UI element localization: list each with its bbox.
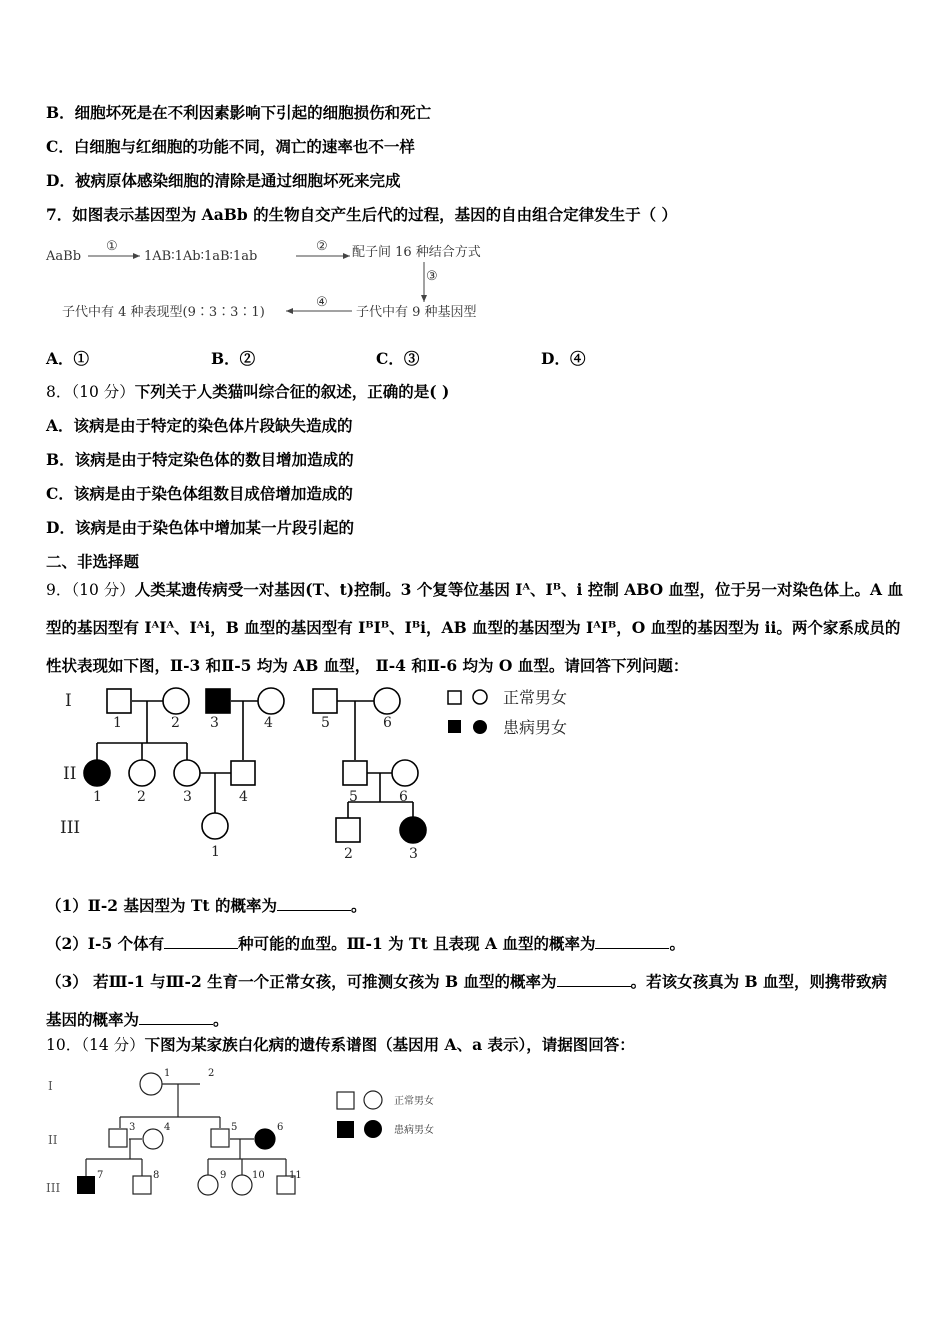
- q8-stem-text: 下列关于人类猫叫综合征的叙述，正确的是( ): [134, 382, 450, 401]
- individual-label: 4: [164, 1122, 171, 1133]
- individual-label: 2: [137, 789, 146, 805]
- generation-label-1: I: [48, 1079, 53, 1093]
- q9-sub-3-text: （3） 若Ⅲ-1 与Ⅲ-2 生育一个正常女孩，可推测女孩为 B 血型的概率为: [46, 972, 557, 991]
- pedigree-iii3-affected-female: [400, 817, 426, 843]
- q9-sub-1-end: 。: [350, 896, 367, 915]
- albinism-ii4-female: [143, 1129, 163, 1149]
- legend-normal-label: 正常男女: [503, 688, 568, 707]
- q9-sub-2-end: 。: [669, 934, 685, 953]
- individual-label: 4: [264, 715, 273, 731]
- q8-option-b: B．该病是由于特定染色体的数目增加造成的: [46, 450, 354, 469]
- q9-stem: [46, 571, 906, 685]
- q9-sub-1: [46, 887, 906, 925]
- individual-label: 7: [97, 1170, 104, 1181]
- pedigree-ii2-female: [129, 760, 155, 786]
- individual-label: 1: [211, 844, 220, 860]
- q9-score: （10 分）: [71, 581, 135, 599]
- q9-sub-1-text: （1）Ⅱ-2 基因型为 Tt 的概率为: [46, 896, 277, 915]
- flow-node-combinations: 配子间 16 种结合方式: [352, 245, 481, 260]
- q9-sub-2: [46, 925, 906, 963]
- pedigree-ii6-female: [392, 760, 418, 786]
- generation-label-2: II: [63, 764, 77, 784]
- q10-stem: [46, 1034, 635, 1056]
- individual-label: 2: [171, 715, 180, 731]
- q9-subquestions: [46, 887, 906, 1039]
- q6-option-c: C．白细胞与红细胞的功能不同，凋亡的速率也不一样: [46, 137, 415, 156]
- flow-step-2: ②: [316, 239, 328, 254]
- individual-label: 9: [220, 1170, 227, 1181]
- q7-option-b: B．②: [211, 349, 256, 368]
- answer-blank[interactable]: [139, 1010, 213, 1025]
- individual-label: 3: [129, 1122, 136, 1133]
- pedigree-ii3-female: [174, 760, 200, 786]
- q9-sub-2-mid: 种可能的血型。Ⅲ-1 为 Tt 且表现 A 血型的概率为: [238, 934, 596, 953]
- q7-flow-diagram: [40, 232, 510, 332]
- q6-option-b: B．细胞坏死是在不利因素影响下引起的细胞损伤和死亡: [46, 103, 432, 122]
- q8-score: （10 分）: [71, 383, 135, 401]
- flow-step-4: ④: [316, 295, 328, 310]
- pedigree-ii1-affected-female: [84, 760, 110, 786]
- pedigree-iii2-male: [336, 818, 360, 842]
- answer-blank[interactable]: [595, 934, 669, 949]
- albinism-i1-female: [140, 1073, 162, 1095]
- individual-label: 1: [93, 789, 102, 805]
- flow-node-aabb: AaBb: [46, 249, 82, 264]
- individual-label: 6: [399, 789, 408, 805]
- pedigree-i5-male: [313, 689, 337, 713]
- q10-score: （14 分）: [81, 1036, 145, 1054]
- individual-label: 5: [349, 789, 358, 805]
- pedigree-i6-female: [374, 688, 400, 714]
- q7-option-c: C．③: [376, 349, 420, 368]
- individual-label: 10: [252, 1170, 265, 1181]
- q9-sub-3: [46, 963, 906, 1001]
- individual-label: 2: [344, 846, 353, 862]
- legend-normal-male-symbol: [448, 691, 461, 704]
- pedigree-i1-male: [107, 689, 131, 713]
- generation-label-3: III: [46, 1181, 61, 1195]
- legend-affected-label: 患病男女: [503, 718, 568, 737]
- legend-normal-female-symbol: [364, 1091, 382, 1109]
- flow-node-phenotypes: 子代中有 4 种表现型(9∶3∶3∶1): [62, 305, 265, 320]
- q8-option-c: C．该病是由于染色体组数目成倍增加造成的: [46, 484, 353, 503]
- q9-line-1: 人类某遗传病受一对基因(T、t)控制。3 个复等位基因 Iᴬ、Iᴮ、i 控制 ABO 血型，位于另一对染色体上。A 血: [134, 580, 903, 599]
- flow-step-1: ①: [106, 239, 118, 254]
- q9-number: 9．: [46, 581, 72, 599]
- q10-pedigree-chart: [40, 1062, 460, 1202]
- legend-normal-male-symbol: [337, 1092, 354, 1109]
- legend-normal-female-symbol: [473, 690, 487, 704]
- q7-stem: 7．如图表示基因型为 AaBb 的生物自交产生后代的过程，基因的自由组合定律发生于（ ）: [46, 205, 677, 224]
- q8-stem: [46, 381, 449, 403]
- q10-stem-text: 下图为某家族白化病的遗传系谱图（基因用 A、a 表示），请据图回答：: [144, 1035, 635, 1054]
- individual-label: 3: [409, 846, 418, 862]
- individual-label: 5: [321, 715, 330, 731]
- individual-label: 11: [289, 1170, 302, 1181]
- flow-step-3: ③: [426, 269, 438, 284]
- q6-option-d: D．被病原体感染细胞的清除是通过细胞坏死来完成: [46, 171, 401, 190]
- albinism-ii3-male: [109, 1129, 127, 1147]
- legend-affected-male-symbol: [448, 720, 461, 733]
- answer-blank[interactable]: [557, 972, 631, 987]
- individual-label: 2: [208, 1068, 215, 1079]
- generation-label-2: II: [48, 1133, 58, 1147]
- albinism-ii6-affected-female: [255, 1129, 275, 1149]
- q9-line-3: 性状表现如下图，Ⅱ-3 和Ⅱ-5 均为 AB 血型， Ⅱ-4 和Ⅱ-6 均为 O 血型。请回答下列问题：: [46, 656, 689, 675]
- legend-affected-male-symbol: [337, 1121, 354, 1138]
- q7-option-d: D．④: [541, 349, 586, 368]
- legend-affected-label: 患病男女: [394, 1125, 434, 1136]
- generation-label-1: I: [65, 691, 72, 711]
- pedigree-i2-female: [163, 688, 189, 714]
- albinism-iii7-affected-male: [77, 1176, 95, 1194]
- individual-label: 1: [164, 1068, 171, 1079]
- pedigree-i4-female: [258, 688, 284, 714]
- q9-sub-3-end: 。: [213, 1010, 229, 1029]
- legend-affected-female-symbol: [473, 720, 487, 734]
- q9-pedigree-chart: [55, 680, 615, 870]
- pedigree-i3-affected-male: [206, 689, 230, 713]
- albinism-iii10-female: [232, 1175, 252, 1195]
- albinism-i2-male: [200, 1074, 201, 1075]
- answer-blank[interactable]: [164, 934, 238, 949]
- pedigree-ii4-male: [231, 761, 255, 785]
- q7-option-a: A．①: [46, 349, 90, 368]
- q9-sub-2-text: （2）Ⅰ-5 个体有: [46, 934, 165, 953]
- q9-line-2: 型的基因型有 IᴬIᴬ、Iᴬi，B 血型的基因型有 IᴮIᴮ、Iᴮi，AB 血型的基因型为 IᴬIᴮ，O 血型的基因型为 ii。两个家系成员的: [46, 618, 901, 637]
- individual-label: 3: [183, 789, 192, 805]
- individual-label: 3: [210, 715, 219, 731]
- generation-label-3: III: [60, 818, 81, 838]
- individual-label: 6: [383, 715, 392, 731]
- q8-option-d: D．该病是由于染色体中增加某一片段引起的: [46, 518, 354, 537]
- individual-label: 1: [113, 715, 122, 731]
- pedigree-ii5-male: [343, 761, 367, 785]
- q8-number: 8．: [46, 383, 72, 401]
- individual-label: 8: [153, 1170, 160, 1181]
- individual-label: 6: [277, 1122, 284, 1133]
- section-heading: 二、非选择题: [46, 552, 140, 571]
- q10-number: 10．: [46, 1036, 82, 1054]
- q9-sub-3-mid: 。若该女孩真为 B 血型，则携带致病: [630, 972, 887, 991]
- q8-option-a: A．该病是由于特定的染色体片段缺失造成的: [46, 416, 353, 435]
- legend-normal-label: 正常男女: [394, 1096, 434, 1107]
- individual-label: 4: [239, 789, 248, 805]
- answer-blank[interactable]: [277, 896, 351, 911]
- albinism-iii8-male: [133, 1176, 151, 1194]
- flow-node-genotypes: 子代中有 9 种基因型: [356, 305, 477, 320]
- legend-affected-female-symbol: [364, 1120, 382, 1138]
- individual-label: 5: [231, 1122, 238, 1133]
- q9-sub-3-line-2: 基因的概率为: [46, 1010, 140, 1029]
- albinism-iii9-female: [198, 1175, 218, 1195]
- flow-node-gametes: 1AB∶1Ab∶1aB∶1ab: [144, 249, 258, 264]
- albinism-ii5-male: [211, 1129, 229, 1147]
- pedigree-iii1-female: [202, 813, 228, 839]
